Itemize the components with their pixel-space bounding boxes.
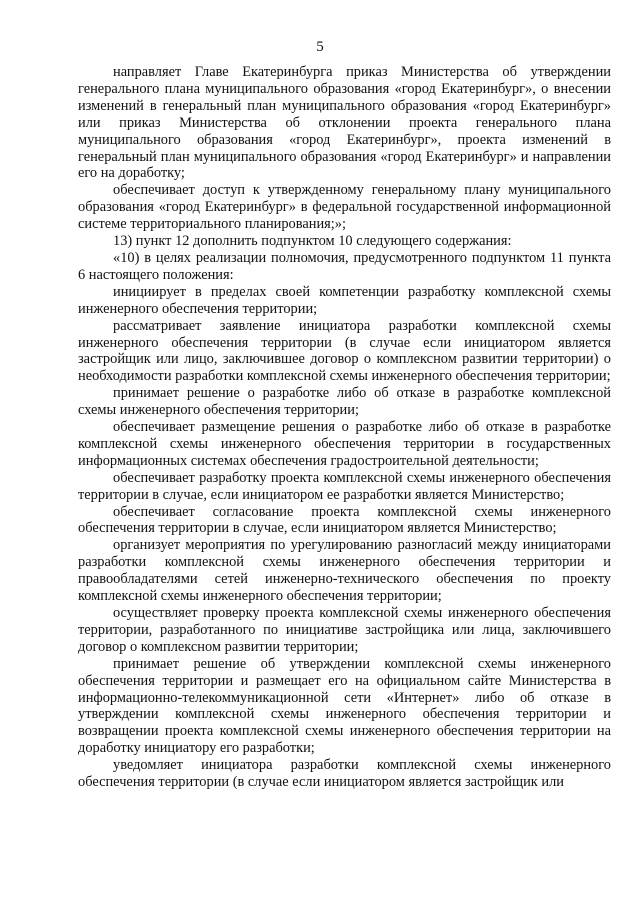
paragraph: направляет Главе Екатеринбурга приказ Министерства об утверждении генерального плана муниципального образования «город Екатеринбург», о внесении изменений в генеральный план муниципального образования «город Екатеринбург» или приказ Министерства об отклонении проекта генерального плана муниципального образования «город Екатеринбург», проекта изменений в генеральный план муниципального образования «город Екатеринбург» и направлении его на доработку; (78, 64, 611, 182)
paragraph: уведомляет инициатора разработки комплексной схемы инженерного обеспечения территории (в случае если инициатором является застройщик или (78, 757, 611, 791)
page-number: 5 (316, 39, 324, 55)
paragraph: рассматривает заявление инициатора разработки комплексной схемы инженерного обеспечения территории (в случае если инициатором является застройщик или лицо, заключившее договор о комплексном развитии территории) о необходимости разработки комплексной схемы инженерного обеспечения территории; (78, 317, 611, 385)
paragraph: обеспечивает согласование проекта комплексной схемы инженерного обеспечения территории в случае, если инициатором является Министерство; (78, 503, 611, 537)
paragraph: осуществляет проверку проекта комплексной схемы инженерного обеспечения территории, разработанного по инициативе застройщика или лица, заключившего договор о комплексном развитии территории; (78, 605, 611, 655)
paragraph: 13) пункт 12 дополнить подпунктом 10 следующего содержания: (113, 233, 512, 250)
paragraph: организует мероприятия по урегулированию разногласий между инициаторами разработки комплексной схемы инженерного обеспечения территории и правообладателями сетей инженерно-технического обеспечения по проекту комплексной схемы инженерного обеспечения территории; (78, 537, 611, 605)
paragraph: обеспечивает доступ к утвержденному генеральному плану муниципального образования «город Екатеринбург» в федеральной государственной информационной системе территориального планирования;»; (78, 182, 611, 233)
paragraph: инициирует в пределах своей компетенции разработку комплексной схемы инженерного обеспечения территории; (78, 283, 611, 317)
paragraph: принимает решение об утверждении комплексной схемы инженерного обеспечения территории и размещает его на официальном сайте Министерства в информационно-телекоммуникационной сети «Интернет» либо об отказе в утверждении комплексной схемы инженерного обеспечения территории и возвращении проекта комплексной схемы инженерного обеспечения территории на доработку инициатору его разработки; (78, 655, 611, 757)
document-body (78, 64, 611, 791)
paragraph: «10) в целях реализации полномочия, предусмотренного подпунктом 11 пункта 6 настоящего положения: (78, 249, 611, 283)
paragraph: обеспечивает размещение решения о разработке либо об отказе в разработке комплексной схемы инженерного обеспечения территории в государственных информационных системах обеспечения градостроительной деятельности; (78, 419, 611, 469)
paragraph: обеспечивает разработку проекта комплексной схемы инженерного обеспечения территории в случае, если инициатором ее разработки является Министерство; (78, 469, 611, 503)
paragraph: принимает решение о разработке либо об отказе в разработке комплексной схемы инженерного обеспечения территории; (78, 385, 611, 419)
